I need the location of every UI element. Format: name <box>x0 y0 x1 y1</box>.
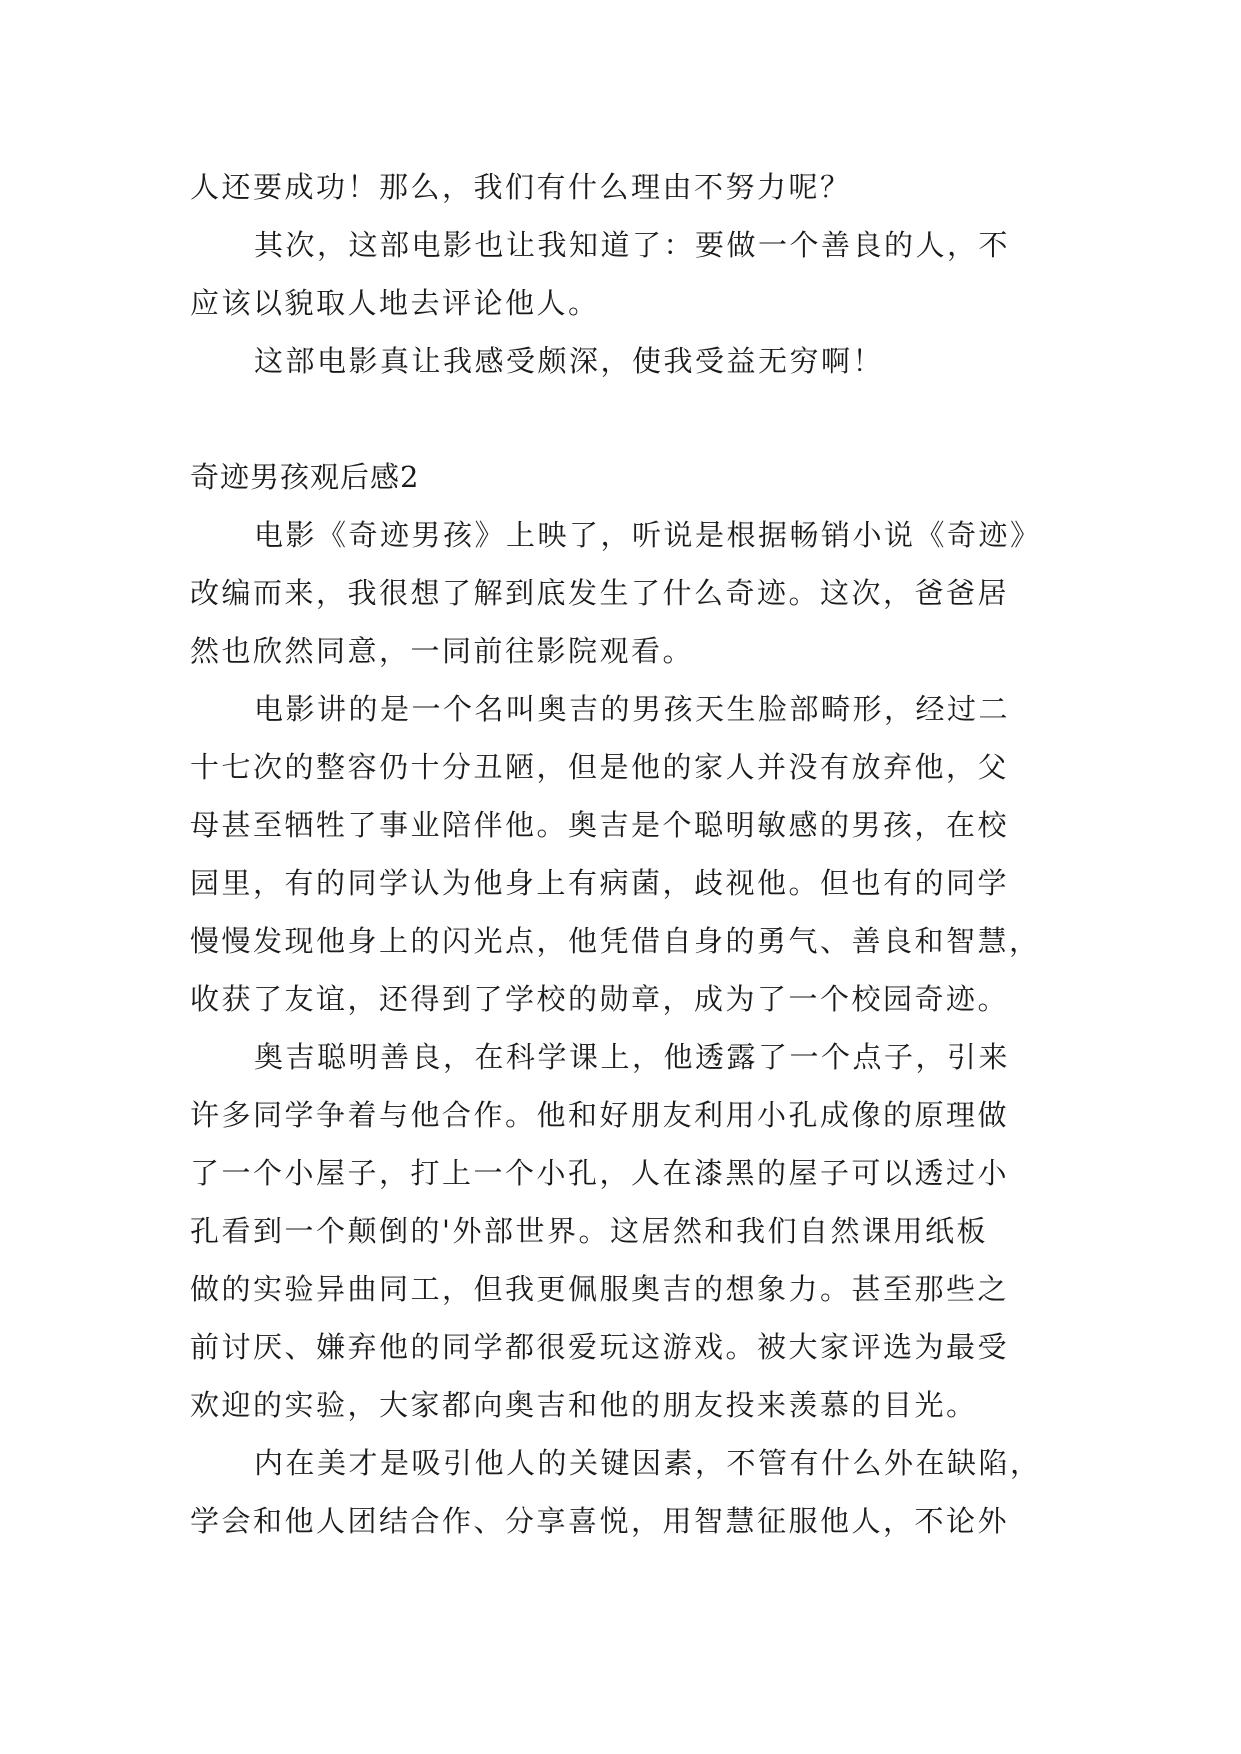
paragraph-line: 应该以貌取人地去评论他人。 <box>190 286 600 320</box>
paragraph-line: 欢迎的实验，大家都向奥吉和他的朋友投来羡慕的目光。 <box>190 1388 978 1422</box>
section-spacer <box>190 390 1060 448</box>
paragraph-line: 慢慢发现他身上的闪光点，他凭借自身的勇气、善良和智慧， <box>190 924 1041 958</box>
paragraph-line: 电影《奇迹男孩》上映了，听说是根据畅销小说《奇迹》 <box>254 518 1042 552</box>
paragraph-line: 园里，有的同学认为他身上有病菌，歧视他。但也有的同学 <box>190 866 1010 900</box>
paragraph-line: 母甚至牺牲了事业陪伴他。奥吉是个聪明敏感的男孩，在校 <box>190 808 1010 842</box>
paragraph-line: 许多同学争着与他合作。他和好朋友利用小孔成像的原理做 <box>190 1098 1010 1132</box>
document-body <box>190 158 1060 1550</box>
section-heading: 奇迹男孩观后感2 <box>190 460 420 494</box>
paragraph-line: 内在美才是吸引他人的关键因素，不管有什么外在缺陷， <box>254 1446 1042 1480</box>
paragraph-line: 这部电影真让我感受颇深，使我受益无穷啊！ <box>254 344 885 378</box>
paragraph-line: 孔看到一个颠倒的'外部世界。这居然和我们自然课用纸板 <box>190 1214 988 1248</box>
paragraph-line: 然也欣然同意，一同前往影院观看。 <box>190 634 695 668</box>
paragraph-line: 了一个小屋子，打上一个小孔，人在漆黑的屋子可以透过小 <box>190 1156 1010 1190</box>
paragraph-line: 十七次的整容仍十分丑陋，但是他的家人并没有放弃他，父 <box>190 750 1010 784</box>
paragraph-line: 做的实验异曲同工，但我更佩服奥吉的想象力。甚至那些之 <box>190 1272 1010 1306</box>
paragraph-line: 收获了友谊，还得到了学校的勋章，成为了一个校园奇迹。 <box>190 982 1010 1016</box>
paragraph-line: 改编而来，我很想了解到底发生了什么奇迹。这次，爸爸居 <box>190 576 1010 610</box>
paragraph-line: 其次，这部电影也让我知道了：要做一个善良的人，不 <box>254 228 1011 262</box>
paragraph-line: 学会和他人团结合作、分享喜悦，用智慧征服他人，不论外 <box>190 1504 1010 1538</box>
paragraph-line: 前讨厌、嫌弃他的同学都很爱玩这游戏。被大家评选为最受 <box>190 1330 1010 1364</box>
paragraph-line: 人还要成功！那么，我们有什么理由不努力呢？ <box>190 170 852 204</box>
paragraph-line: 奥吉聪明善良，在科学课上，他透露了一个点子，引来 <box>254 1040 1011 1074</box>
paragraph-line: 电影讲的是一个名叫奥吉的男孩天生脸部畸形，经过二 <box>254 692 1011 726</box>
